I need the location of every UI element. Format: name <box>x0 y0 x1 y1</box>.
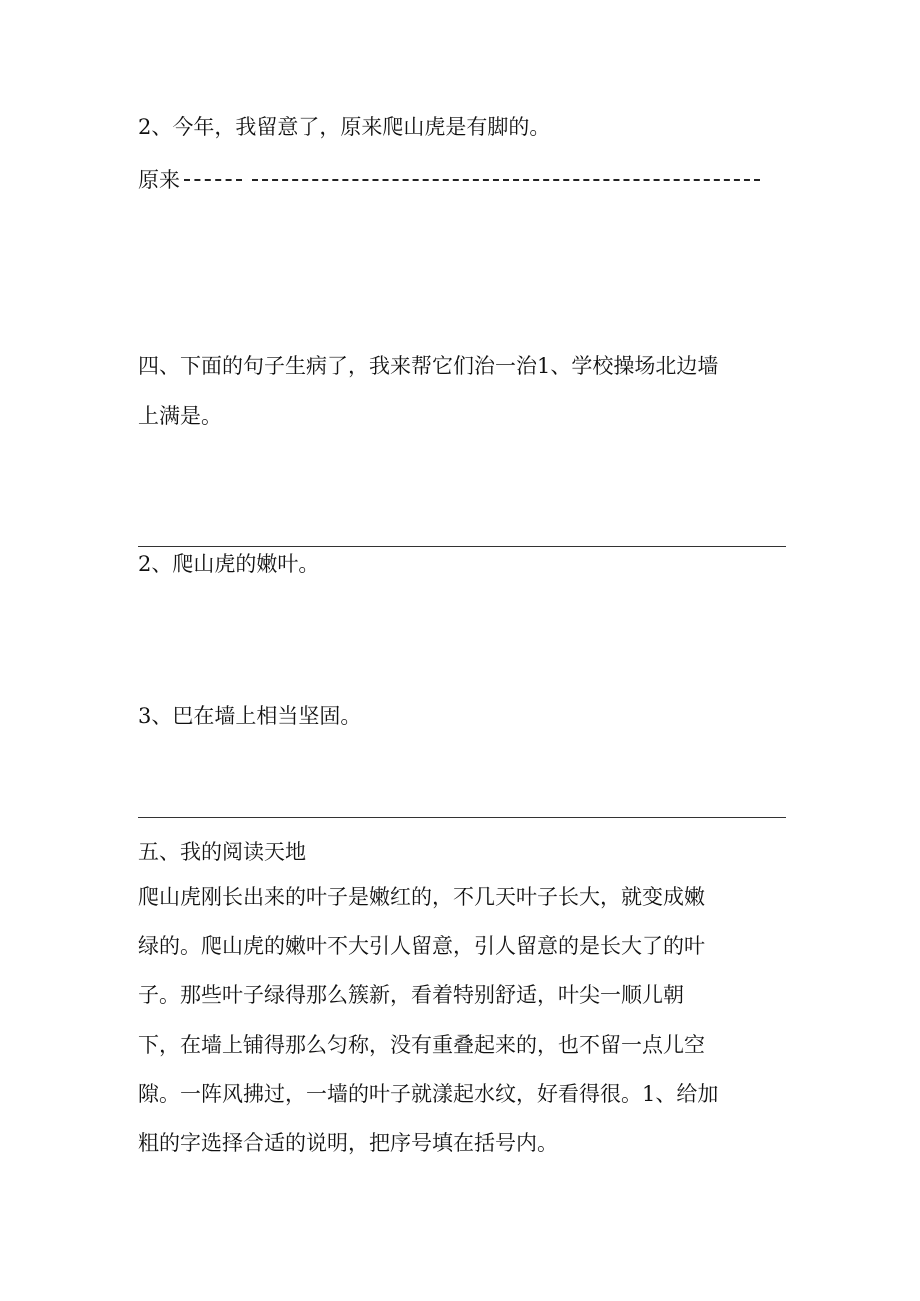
q4-item-2: 2、爬山虎的嫩叶。 <box>138 552 320 576</box>
q3-item-2: 2、今年，我留意了，原来爬山虎是有脚的。 <box>138 115 551 139</box>
q4-item-3: 3、巴在墙上相当坚固。 <box>138 704 362 728</box>
passage-line: 隙。一阵风拂过，一墙的叶子就漾起水纹，好看得很。1、给加 <box>138 1082 719 1106</box>
passage-line: 爬山虎刚长出来的叶子是嫩红的，不几天叶子长大，就变成嫩 <box>138 885 705 909</box>
section-five-heading: 五、我的阅读天地 <box>138 840 306 864</box>
answer-blank-short <box>184 179 242 181</box>
passage-line: 下，在墙上铺得那么匀称，没有重叠起来的，也不留一点儿空 <box>138 1033 705 1057</box>
section-four-heading-cont: 上满是。 <box>138 404 222 428</box>
answer-rule-1 <box>138 546 786 547</box>
passage-line: 粗的字选择合适的说明，把序号填在括号内。 <box>138 1131 558 1155</box>
answer-prefix: 原来 <box>138 168 180 192</box>
section-four-heading: 四、下面的句子生病了，我来帮它们治一治1、学校操场北边墙 <box>138 354 719 378</box>
answer-blank-long <box>252 179 760 181</box>
passage-line: 子。那些叶子绿得那么簇新，看着特别舒适，叶尖一顺儿朝 <box>138 983 684 1007</box>
answer-rule-2 <box>138 817 786 818</box>
passage-line: 绿的。爬山虎的嫩叶不大引人留意，引人留意的是长大了的叶 <box>138 934 705 958</box>
answer-line <box>138 166 760 194</box>
